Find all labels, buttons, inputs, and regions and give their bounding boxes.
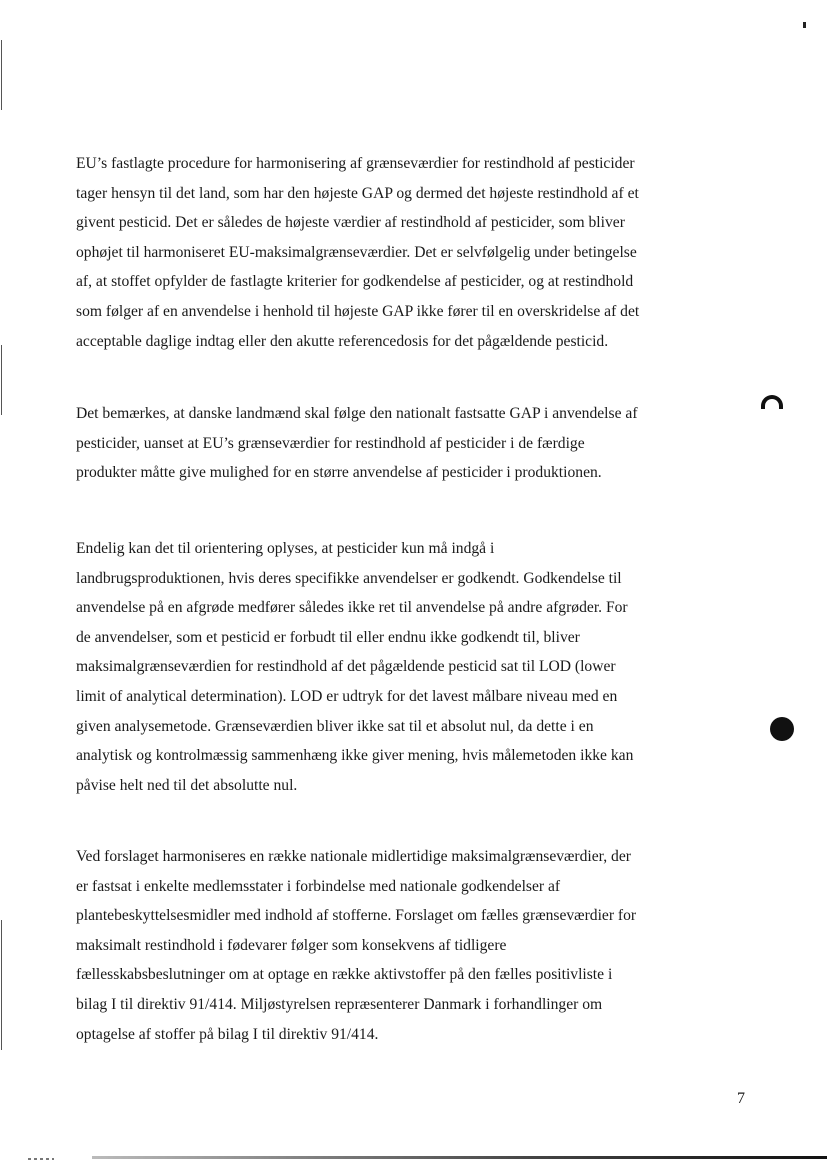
scan-edge-mark — [1, 920, 2, 1050]
paragraph-4 — [76, 842, 748, 1049]
scan-edge-mark — [1, 40, 2, 110]
scan-bottom-mark — [28, 1158, 54, 1160]
scan-hook-mark — [761, 395, 783, 409]
text-line: er fastsat i enkelte medlemsstater i forbindelse med nationale godkendelser af — [76, 877, 561, 895]
text-line: de anvendelser, som et pesticid er forbudt til eller endnu ikke godkendt til, bliver — [76, 628, 580, 646]
text-line: pesticider, uanset at EU’s grænseværdier for restindhold af pesticider i de færdige — [76, 434, 585, 452]
text-line: som følger af en anvendelse i henhold til højeste GAP ikke fører til en overskridelse af det — [76, 302, 640, 320]
text-line: limit of analytical determination). LOD er udtryk for det lavest målbare niveau med en — [76, 687, 618, 705]
text-line: optagelse af stoffer på bilag I til direktiv 91/414. — [76, 1025, 379, 1043]
paragraph-2 — [76, 399, 748, 488]
text-line: tager hensyn til det land, som har den højeste GAP og dermed det højeste restindhold af et — [76, 184, 639, 202]
text-line: maksimalgrænseværdien for restindhold af det pågældende pesticid sat til LOD (lower — [76, 658, 616, 676]
text-line: Det bemærkes, at danske landmænd skal følge den nationalt fastsatte GAP i anvendelse af — [76, 405, 638, 422]
text-line: analytisk og kontrolmæssig sammenhæng ikke giver mening, hvis målemetoden ikke kan — [76, 747, 634, 765]
text-line: påvise helt ned til det absolutte nul. — [76, 776, 298, 794]
scan-bottom-edge — [92, 1156, 827, 1159]
paragraph-3 — [76, 534, 748, 800]
text-line: givent pesticid. Det er således de højeste værdier af restindhold af pesticider, som bliver — [76, 214, 625, 232]
page-number: 7 — [737, 1090, 745, 1107]
text-line: Ved forslaget harmoniseres en række nationale midlertidige maksimalgrænseværdier, der — [76, 848, 631, 865]
text-line: fællesskabsbeslutninger om at optage en række aktivstoffer på den fælles positivliste i — [76, 966, 613, 984]
scan-edge-mark — [1, 345, 2, 415]
text-line: Endelig kan det til orientering oplyses, at pesticider kun må indgå i — [76, 540, 495, 557]
text-line: acceptable daglige indtag eller den akutte referencedosis for det pågældende pesticid. — [76, 332, 609, 350]
text-line: ophøjet til harmoniseret EU-maksimalgrænseværdier. Det er selvfølgelig under betingelse — [76, 243, 637, 261]
scan-speck — [803, 22, 806, 28]
text-line: landbrugsproduktionen, hvis deres specifikke anvendelser er godkendt. Godkendelse til — [76, 569, 622, 587]
text-line: produkter måtte give mulighed for en større anvendelse af pesticider i produktionen. — [76, 464, 602, 482]
text-line: EU’s fastlagte procedure for harmonisering af grænseværdier for restindhold af pesticider — [76, 155, 635, 172]
text-line: bilag I til direktiv 91/414. Miljøstyrelsen repræsenterer Danmark i forhandlinger om — [76, 995, 603, 1013]
text-line: given analysemetode. Grænseværdien bliver ikke sat til et absolut nul, da dette i en — [76, 717, 594, 735]
scan-hole-punch — [770, 717, 794, 741]
text-line: plantebeskyttelsesmidler med indhold af stofferne. Forslaget om fælles grænseværdier for — [76, 907, 637, 925]
text-line: anvendelse på en afgrøde medfører således ikke ret til anvendelse på andre afgrøder. For — [76, 599, 628, 617]
text-line: maksimalt restindhold i fødevarer følger som konsekvens af tidligere — [76, 936, 507, 954]
paragraph-1 — [76, 149, 748, 356]
text-line: af, at stoffet opfylder de fastlagte kriterier for godkendelse af pesticider, og at restindhold — [76, 273, 634, 291]
